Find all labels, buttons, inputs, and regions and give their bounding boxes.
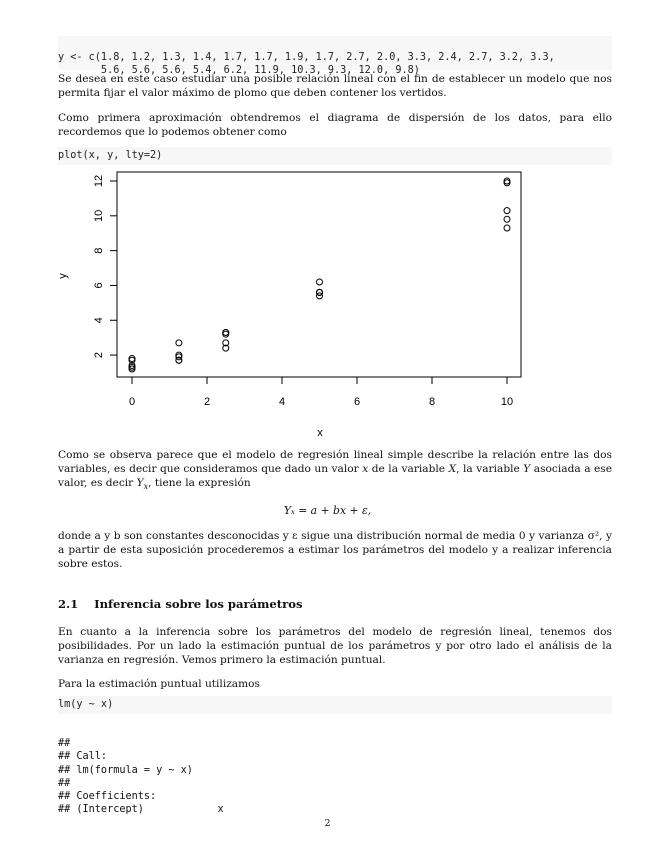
output-line-2: ## Call: [58,751,108,763]
data-points [129,178,510,372]
paragraph-4: donde a y b son constantes desconocidas y ε sigue una distribución normal de media 0 y varianza σ², y a partir de esta suposición procederemos a estimar los parámetros del modelo y a realizar inferencia sobre estos. [58,530,612,570]
x-tick-label: 2 [203,396,211,408]
para3-text-c: , la variable [456,463,524,475]
code-plot: plot(x, y, lty=2) [58,150,163,161]
x-axis-label: x [317,427,323,439]
y-tick-label: 8 [93,247,105,254]
para3-text-a: Como se observa parece que el modelo de regresión lineal simple describe la relación entre las dos variables, es decir que consideramos que dado un valor [58,449,612,475]
math-X: X [448,463,457,475]
output-line-4: ## [58,777,71,789]
para3-text-d: asociada a ese valor, es decir [58,463,613,489]
x-tick-label: 8 [428,396,436,408]
math-x: x [362,463,369,475]
code-line-1: y <- c(1.8, 1.2, 1.3, 1.4, 1.7, 1.7, 1.9, 1.7, 2.7, 2.0, 3.3, 2.4, 2.7, 3.2, 3.3, [58,52,555,63]
y-tick-label: 10 [93,209,105,222]
x-tick-label: 0 [128,396,136,408]
code-line-2: 5.6, 5.6, 5.6, 5.4, 6.2, 11.9, 10.3, 9.3, 12.0, 9.8) [58,65,420,76]
data-point [504,216,510,222]
code-block-y-vector [58,36,612,76]
page-number: 2 [324,818,331,829]
x-tick-label: 10 [500,396,514,408]
code-block-lm [58,696,612,714]
paragraph-5: En cuanto a la inferencia sobre los parámetros del modelo de regresión lineal, tenemos dos posibilidades. Por un lado la estimación puntual de los parámetros y por otro lado el análisis de la varianza en regresión. Vemos primero la estimación puntual. [58,626,612,666]
paragraph-3 [58,448,612,494]
output-line-6: ## (Intercept) x [58,804,224,816]
data-point [176,340,182,346]
para3-text-e: , tiene la expresión [148,477,251,489]
data-point [317,279,323,285]
x-tick-label: 4 [278,396,286,408]
paragraph-6: Para la estimación puntual utilizamos [58,678,260,690]
data-point [504,225,510,231]
x-axis [129,377,513,408]
paragraph-2: Como primera aproximación obtendremos el diagrama de dispersión de los datos, para ello recordemos que lo podemos obtener como [58,112,612,138]
y-tick-label: 2 [93,352,105,359]
output-line-5: ## Coefficients: [58,791,157,803]
code-block-plot [58,147,612,165]
data-point [504,208,510,214]
y-tick-label: 12 [93,174,105,188]
y-axis-label: y [57,273,69,279]
math-Y: Y [523,463,531,475]
x-tick-label: 6 [353,396,361,408]
y-tick-label: 4 [93,317,105,324]
section-title: Inferencia sobre los parámetros [94,597,303,611]
section-heading [58,597,303,611]
paragraph-1: Se desea en este caso estudiar una posible relación lineal con el fin de establecer un modelo que nos permita fijar el valor máximo de plomo que deben contener los vertidos. [58,73,612,99]
y-tick-label: 6 [93,282,105,289]
plot-frame [117,172,521,377]
math-subscript-x: x [143,482,149,492]
equation: Yₓ = a + bx + ε, [283,504,372,517]
code-lm: lm(y ~ x) [58,699,114,710]
r-output [58,724,224,830]
math-Yx: Y [136,477,144,489]
y-axis [93,175,117,358]
scatter-plot [40,164,540,444]
para3-text-b: de la variable [368,463,449,475]
section-number: 2.1 [58,597,79,611]
output-line-3: ## lm(formula = y ~ x) [58,764,193,776]
output-line-1: ## [58,738,71,750]
